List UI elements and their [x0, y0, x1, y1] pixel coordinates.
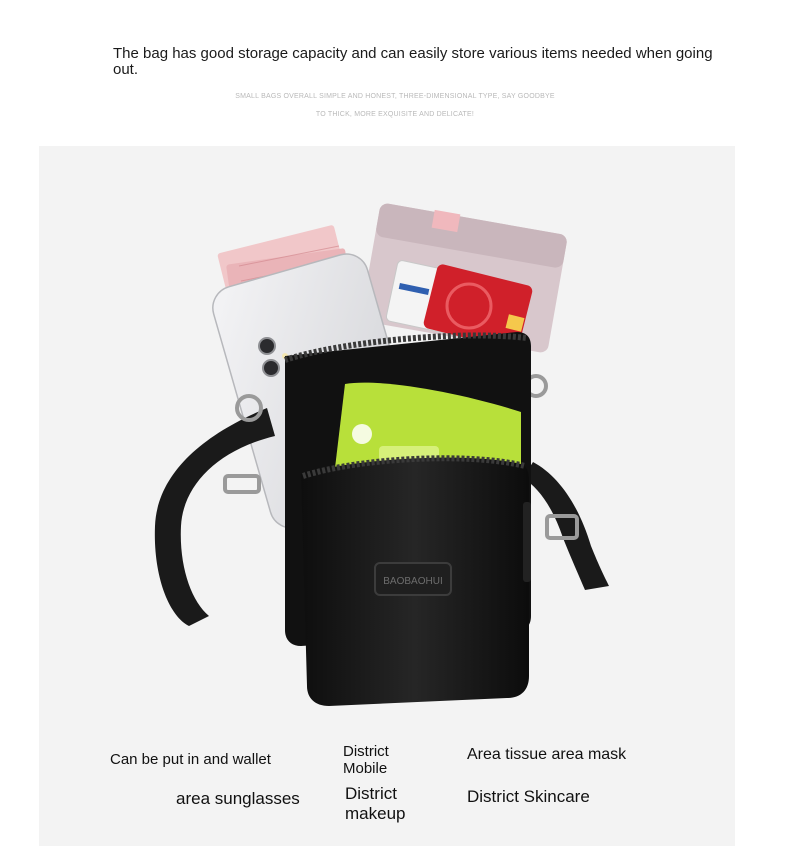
label-makeup-line1: District — [345, 784, 397, 803]
shoulder-strap-left — [155, 396, 275, 626]
shoulder-strap-right — [523, 376, 609, 590]
label-sunglasses: area sunglasses — [176, 789, 300, 808]
label-mobile-line2: Mobile — [343, 760, 388, 777]
headline-text: The bag has good storage capacity and can easily store various items needed when going out. — [113, 45, 713, 78]
subtitle-line-2: TO THICK, MORE EXQUISITE AND DELICATE! — [315, 111, 475, 118]
brand-patch-text: BAOBAOHUI — [383, 576, 443, 587]
label-wallet: Can be put in and wallet — [110, 751, 271, 768]
label-mobile-line1: District — [343, 743, 389, 760]
label-tissue-mask: Area tissue area mask — [467, 746, 627, 763]
subtitle-line-1: SMALL BAGS OVERALL SIMPLE AND HONEST, THREE-DIMENSIONAL TYPE, SAY GOODBYE — [235, 93, 555, 100]
bag-photo — [39, 146, 735, 746]
label-skincare: District Skincare — [467, 787, 590, 806]
product-panel — [39, 146, 735, 846]
label-makeup-line2: makeup — [345, 804, 406, 823]
